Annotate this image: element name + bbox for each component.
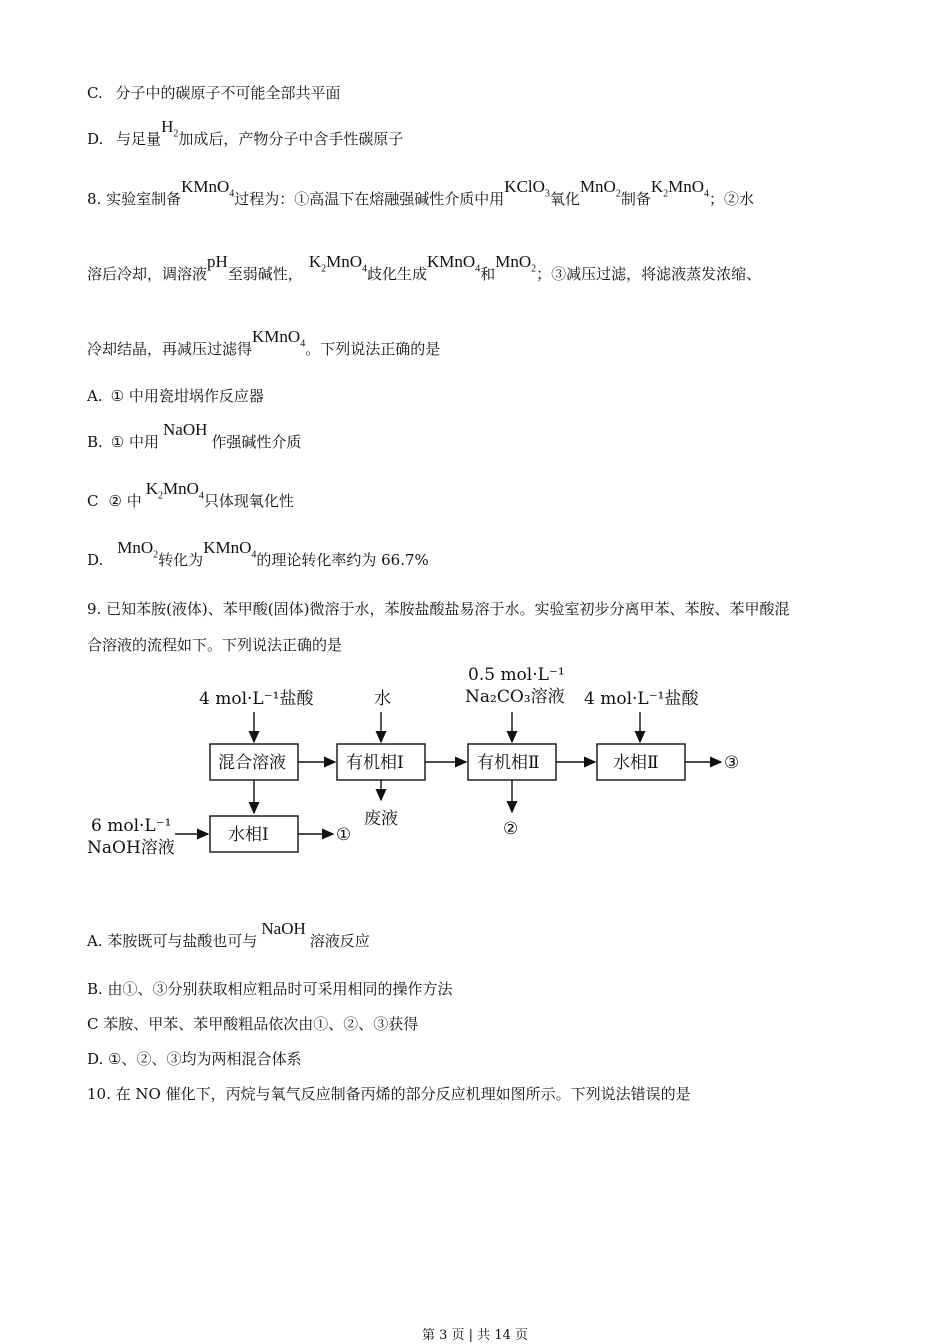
q8-option-a: A. ① 中用瓷坩埚作反应器	[87, 387, 264, 405]
q10-stem: 10. 在 NO 催化下，丙烷与氧气反应制备丙烯的部分反应机理如图所示。下列说法错误的是	[87, 1085, 691, 1103]
reagent-hcl-2: 4 mol·L⁻¹盐酸	[584, 689, 699, 709]
reagent-naoh: NaOH溶液	[87, 838, 175, 858]
q8-stem-line2: 溶后冷却，调溶液pH至弱碱性，$K_2MnO_4$歧化生成KMnO$_4$和MnO$_2$；③减压过滤，将滤液蒸发浓缩、	[87, 252, 762, 283]
q9-option-b: B. 由①、③分别获取相应粗品时可采用相同的操作方法	[87, 980, 453, 998]
reagent-na2co3: Na₂CO₃溶液	[465, 687, 565, 707]
box-aqueous-phase-1-label: 水相Ⅰ	[228, 825, 269, 845]
reagent-water: 水	[374, 689, 391, 709]
q7-option-c	[87, 82, 341, 103]
q9-stem-line2: 合溶液的流程如下。下列说法正确的是	[87, 636, 343, 654]
q7-option-d	[87, 117, 404, 151]
separation-flowchart	[87, 660, 767, 870]
box-organic-phase-1-label: 有机相Ⅰ	[346, 753, 404, 773]
output-2: ②	[503, 819, 519, 839]
q9-option-d: D. ①、②、③均为两相混合体系	[87, 1050, 302, 1068]
q8-option-d: D.MnO$_2$转化为KMnO$_4$的理论转化率约为 66.7%	[87, 538, 429, 569]
q8-stem-line3: 冷却结晶，再减压过滤得KMnO$_4$。下列说法正确的是	[87, 327, 441, 358]
box-aqueous-phase-2-label: 水相Ⅱ	[613, 753, 659, 773]
option-text: 分子中的碳原子不可能全部共平面	[115, 84, 341, 102]
q8-option-c: C ② 中$K_2MnO_4$只体现氧化性	[87, 479, 294, 510]
reagent-naoh-conc: 6 mol·L⁻¹	[91, 816, 172, 836]
q9-option-a: A. 苯胺既可与盐酸也可与NaOH溶液反应	[87, 919, 370, 950]
reagent-hcl-1: 4 mol·L⁻¹盐酸	[199, 689, 314, 709]
q8-option-b: B. ① 中用NaOH作强碱性介质	[87, 420, 302, 451]
waste-liquid: 废液	[364, 809, 398, 829]
option-label: D.	[87, 130, 104, 148]
page-footer: 第 3 页 | 共 14 页	[422, 1328, 528, 1343]
output-3: ③	[724, 753, 740, 773]
reagent-na2co3-conc: 0.5 mol·L⁻¹	[468, 665, 565, 685]
q9-option-c: C 苯胺、甲苯、苯甲酸粗品依次由①、②、③获得	[87, 1015, 419, 1033]
option-text: 与足量	[116, 130, 162, 148]
box-organic-phase-2-label: 有机相Ⅱ	[477, 753, 540, 773]
output-1: ①	[336, 825, 352, 845]
q9-stem-line1: 9. 已知苯胺(液体)、苯甲酸(固体)微溶于水，苯胺盐酸盐易溶于水。实验室初步分离甲苯、苯胺、苯甲酸混	[87, 600, 790, 618]
chem-formula: $H_2$	[161, 117, 179, 140]
box-mixture-label: 混合溶液	[218, 753, 286, 773]
option-text: 加成后，产物分子中含手性碳原子	[178, 130, 404, 148]
q8-stem-line1: 8. 实验室制备KMnO$_4$过程为：①高温下在熔融强碱性介质中用KClO$_3$氧化MnO$_2$制备$K_2MnO_4$；②水	[87, 177, 755, 208]
option-label: C.	[87, 84, 103, 102]
